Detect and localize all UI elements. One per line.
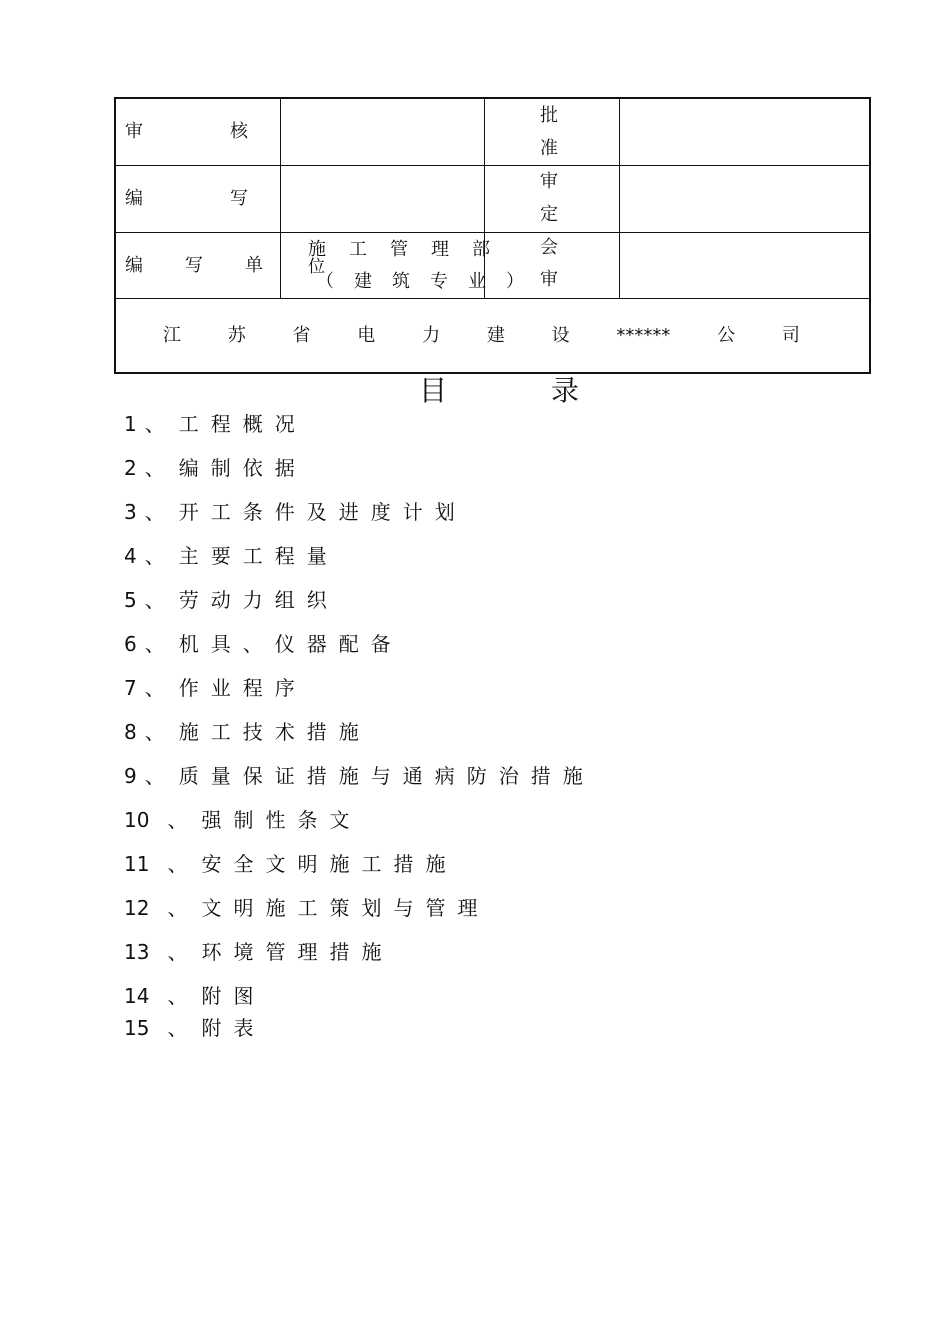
toc-item-separator: 、 [144,456,165,480]
toc-item[interactable] [124,852,457,876]
label-approve [539,99,559,165]
toc-item-title: 劳动力组织 [178,588,339,612]
label-char: 审 [540,171,558,192]
label-countersign [539,232,559,296]
company-mask: ****** [616,325,671,346]
toc-item[interactable] [124,412,307,436]
toc-title-char: 目 [419,374,448,407]
label-char: 写 [185,255,203,276]
toc-title [419,374,579,408]
col-divider-2 [484,99,485,299]
toc-item-number: 9 [124,764,137,788]
toc-item[interactable] [124,764,595,788]
label-author-unit [125,256,263,276]
label-char: 核 [230,121,248,142]
toc-item-separator: 、 [144,632,165,656]
toc-item-title: 质量保证措施与通病防治措施 [178,764,595,788]
unit-char: 筑 [392,271,410,292]
toc-item-number: 6 [124,632,137,656]
toc-item-number: 10 [124,808,150,832]
company-char: 司 [781,325,800,346]
toc-item-number: 5 [124,588,137,612]
unit-char: 建 [354,271,372,292]
unit-char: 业 [468,271,486,292]
toc-item-number: 8 [124,720,137,744]
toc-item[interactable] [124,500,467,524]
company-char: 设 [551,325,570,346]
toc-item-title: 机具、仪器配备 [178,632,403,656]
label-char: 准 [540,138,558,159]
company-char: 苏 [227,325,246,346]
label-review [125,122,248,142]
label-char: 编 [125,255,143,276]
toc-title-char: 录 [550,374,579,407]
company-char: 电 [357,325,376,346]
col-divider-1 [280,99,281,299]
company-char: 力 [422,325,441,346]
toc-item-separator: 、 [144,588,165,612]
row-divider-2 [116,232,869,233]
unit-line-1 [308,240,490,260]
toc-item-number: 7 [124,676,137,700]
unit-char: 工 [349,239,367,260]
toc-item-title: 编制依据 [178,456,307,480]
toc-item[interactable] [124,940,393,964]
label-author [125,189,248,209]
unit-char: 施 [308,239,326,260]
unit-char: 管 [390,239,408,260]
toc-item-separator: 、 [144,412,165,436]
unit-line-2-prefix: 位 [308,257,325,277]
toc-item-separator: 、 [144,720,165,744]
row-divider-3 [116,298,869,299]
toc-item[interactable] [124,720,371,744]
row-divider-1 [116,165,869,166]
toc-item[interactable] [124,896,489,920]
toc-item-separator: 、 [144,544,165,568]
toc-item-separator: 、 [167,984,188,1008]
toc-item-title: 开工条件及进度计划 [178,500,467,524]
toc-item[interactable] [124,1016,265,1040]
toc-item-title: 附图 [201,984,266,1008]
toc-item-separator: 、 [167,808,188,832]
unit-char: 专 [430,271,448,292]
toc-item-number: 14 [124,984,150,1008]
toc-item[interactable] [124,808,361,832]
company-char: 省 [292,325,311,346]
toc-item[interactable] [124,456,307,480]
company-char: 公 [717,325,736,346]
toc-item-number: 1 [124,412,137,436]
toc-item-number: 4 [124,544,137,568]
toc-item-separator: 、 [144,676,165,700]
label-char: 写 [230,188,248,209]
toc-item-number: 11 [124,852,150,876]
toc-item-title: 环境管理措施 [201,940,394,964]
toc-item-number: 13 [124,940,150,964]
toc-item-title: 施工技术措施 [178,720,371,744]
toc-item-title: 主要工程量 [178,544,339,568]
label-char: 审 [125,121,143,142]
company-char: 建 [486,325,505,346]
toc-item-separator: 、 [167,940,188,964]
toc-item[interactable] [124,632,403,656]
unit-char: 部 [472,239,490,260]
label-char: 单 [245,255,263,276]
unit-char: （ [316,271,334,292]
toc-item[interactable] [124,984,265,1008]
unit-line-2 [316,272,524,292]
unit-char: 理 [431,239,449,260]
toc-item-separator: 、 [167,852,188,876]
toc-item[interactable] [124,676,307,700]
toc-item-separator: 、 [144,764,165,788]
label-char: 会 [540,237,558,258]
toc-item-number: 3 [124,500,137,524]
label-char: 定 [540,204,558,225]
toc-item-number: 2 [124,456,137,480]
toc-item-title: 工程概况 [178,412,307,436]
toc-item-title: 文明施工策划与管理 [201,896,490,920]
label-char: 审 [540,269,558,290]
toc-item-separator: 、 [167,896,188,920]
label-finalize [539,165,559,231]
toc-item-number: 12 [124,896,150,920]
toc-item-separator: 、 [167,1016,188,1040]
toc-item[interactable] [124,588,339,612]
col-divider-3 [619,99,620,299]
label-char: 编 [125,188,143,209]
unit-char: ） [506,271,524,292]
toc-item-number: 15 [124,1016,150,1040]
toc-item-title: 附表 [201,1016,266,1040]
toc-item[interactable] [124,544,339,568]
label-char: 批 [540,105,558,126]
company-char: 江 [163,325,181,346]
toc-item-title: 作业程序 [178,676,307,700]
toc-item-title: 强制性条文 [201,808,362,832]
toc-item-title: 安全文明施工措施 [201,852,458,876]
company-name [163,325,800,347]
toc-item-separator: 、 [144,500,165,524]
